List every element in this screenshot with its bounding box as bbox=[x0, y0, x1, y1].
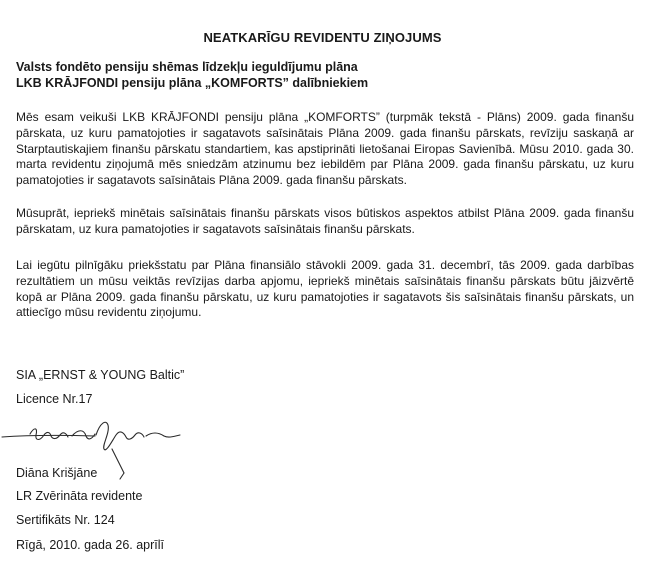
paragraph-opinion: Mūsuprāt, iepriekš minētais saīsinātais finanšu pārskats visos būtiskos aspektos atbilst Plāna 2009. gada finanšu pārskatam, uz kura pamatojoties ir sagatavots saīsinātais finanšu pārskats. bbox=[16, 206, 634, 236]
paragraph-scope: Mēs esam veikuši LKB KRĀJFONDI pensiju plāna „KOMFORTS” (turpmāk tekstā - Plāns) 2009. gada finanšu pārskata, uz kuru pamatojoties ir sagatavots saīsinātais Plāna 2009. gada finanšu pārskats, revīziju saskaņā ar Starptautiskajiem finanšu pārskatu standartiem, kas apstiprināti lietošanai Eiropas Savienībā. Mūsu 2010. gada 30. marta revidentu ziņojumā mēs sniedzām atzinumu bez iebildēm par Plāna 2009. gada finanšu pārskatu, uz kuru pamatojoties ir sagatavots saīsinātais Plāna 2009. gada finanšu pārskats. bbox=[16, 110, 634, 188]
report-subtitle-line1: Valsts fondēto pensiju shēmas līdzekļu ieguldījumu plāna bbox=[16, 60, 358, 74]
licence-number: Licence Nr.17 bbox=[16, 392, 93, 406]
report-subtitle-line2: LKB KRĀJFONDI pensiju plāna „KOMFORTS” dalībniekiem bbox=[16, 76, 369, 90]
signatory-role: LR Zvērināta revidente bbox=[16, 489, 143, 503]
report-title: NEATKARĪGU REVIDENTU ZIŅOJUMS bbox=[203, 30, 442, 45]
auditor-firm: SIA „ERNST & YOUNG Baltic” bbox=[16, 368, 185, 382]
paragraph-emphasis: Lai iegūtu pilnīgāku priekšstatu par Plāna finansiālo stāvokli 2009. gada 31. decembrī, tās 2009. gada darbības rezultātiem un mūsu veiktās revīzijas darba apjomu, iepriekš minētais saīsinātais finanšu pārskats būtu jāizvērtē kopā ar Plāna 2009. gada finanšu pārskatu, uz kuru pamatojoties ir sagatavots šis saīsinātais finanšu pārskats, un attiecīgo mūsu revidentu ziņojumu. bbox=[16, 258, 634, 320]
place-and-date: Rīgā, 2010. gada 26. aprīlī bbox=[16, 538, 165, 552]
signatory-name: Diāna Krišjāne bbox=[16, 466, 98, 480]
certificate-number: Sertifikāts Nr. 124 bbox=[16, 513, 115, 527]
